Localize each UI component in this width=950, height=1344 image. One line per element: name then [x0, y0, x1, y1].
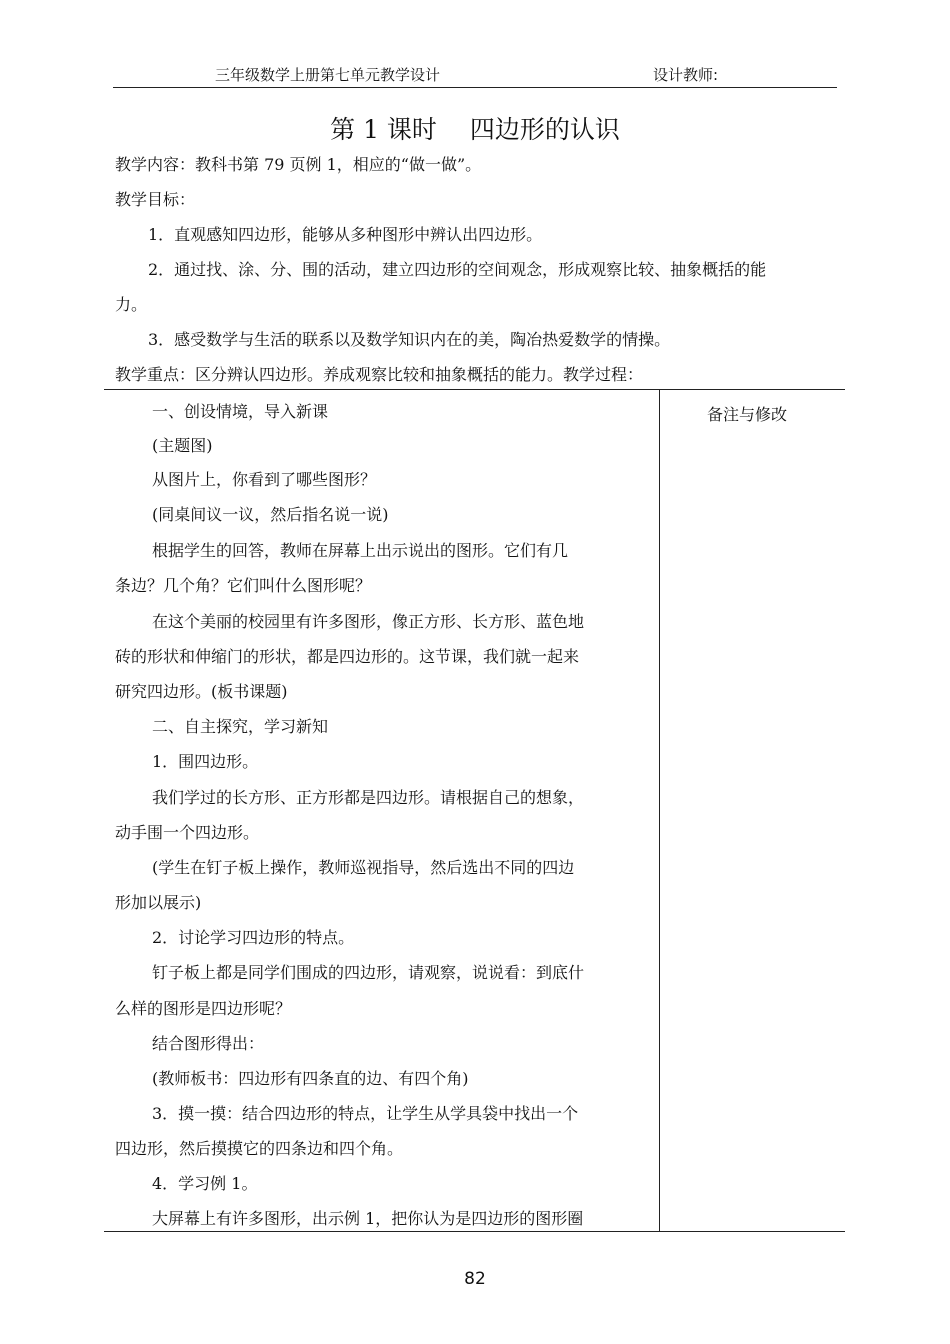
objective-2-cont: 力。 [115, 295, 148, 314]
table-line: 4．学习例 1。 [152, 1174, 258, 1193]
notes-column-header: 备注与修改 [707, 405, 788, 424]
objective-2: 2．通过找、涂、分、围的活动，建立四边形的空间观念，形成观察比较、抽象概括的能 [148, 260, 767, 279]
table-line: 钉子板上都是同学们围成的四边形，请观察，说说看：到底什 [152, 963, 585, 982]
lesson-process-table [104, 389, 845, 1232]
table-line: (教师板书：四边形有四条直的边、有四个角) [152, 1069, 469, 1088]
table-line: 形加以展示) [115, 893, 202, 912]
table-line: 么样的图形是四边形呢？ [115, 999, 292, 1018]
objective-3: 3．感受数学与生活的联系以及数学知识内在的美，陶冶热爱数学的情操。 [148, 330, 671, 349]
table-line: 结合图形得出： [152, 1034, 265, 1053]
header-title: 三年级数学上册第七单元教学设计 [215, 66, 441, 84]
table-line: (同桌间议一议，然后指名说一说) [152, 505, 389, 524]
objectives-heading: 教学目标： [115, 190, 196, 209]
table-line: 四边形，然后摸摸它的四条边和四个角。 [115, 1139, 404, 1158]
table-line: 大屏幕上有许多图形，出示例 1，把你认为是四边形的图形圈 [152, 1209, 584, 1228]
objective-1: 1．直观感知四边形，能够从多种图形中辨认出四边形。 [148, 225, 543, 244]
table-line: 条边？几个角？它们叫什么图形呢？ [115, 576, 372, 595]
table-line: 研究四边形。(板书课题) [115, 682, 288, 701]
table-line: (学生在钉子板上操作，教师巡视指导，然后选出不同的四边 [152, 858, 575, 877]
table-line: 二、自主探究，学习新知 [152, 717, 329, 736]
table-line: 从图片上，你看到了哪些图形？ [152, 470, 377, 489]
table-line: (主题图) [152, 436, 213, 455]
table-line: 根据学生的回答，教师在屏幕上出示说出的图形。它们有几 [152, 541, 569, 560]
teaching-content: 教学内容：教科书第 79 页例 1，相应的“做一做”。 [115, 155, 482, 174]
table-line: 3．摸一摸：结合四边形的特点，让学生从学具袋中找出一个 [152, 1104, 579, 1123]
table-line: 砖的形状和伸缩门的形状，都是四边形的。这节课，我们就一起来 [115, 647, 580, 666]
key-points: 教学重点：区分辨认四边形。养成观察比较和抽象概括的能力。教学过程： [115, 365, 644, 384]
header-teacher-label: 设计教师: [653, 66, 719, 84]
table-line: 在这个美丽的校园里有许多图形，像正方形、长方形、蓝色地 [152, 612, 585, 631]
table-line: 2．讨论学习四边形的特点。 [152, 928, 355, 947]
page-number: 82 [464, 1269, 486, 1289]
table-line: 1．围四边形。 [152, 752, 259, 771]
column-divider [659, 390, 660, 1231]
table-line: 我们学过的长方形、正方形都是四边形。请根据自己的想象， [152, 788, 585, 807]
header-rule [113, 87, 837, 88]
lesson-title: 第 1 课时 四边形的认识 [330, 115, 620, 144]
table-line: 一、创设情境，导入新课 [152, 402, 329, 421]
table-line: 动手围一个四边形。 [115, 823, 260, 842]
